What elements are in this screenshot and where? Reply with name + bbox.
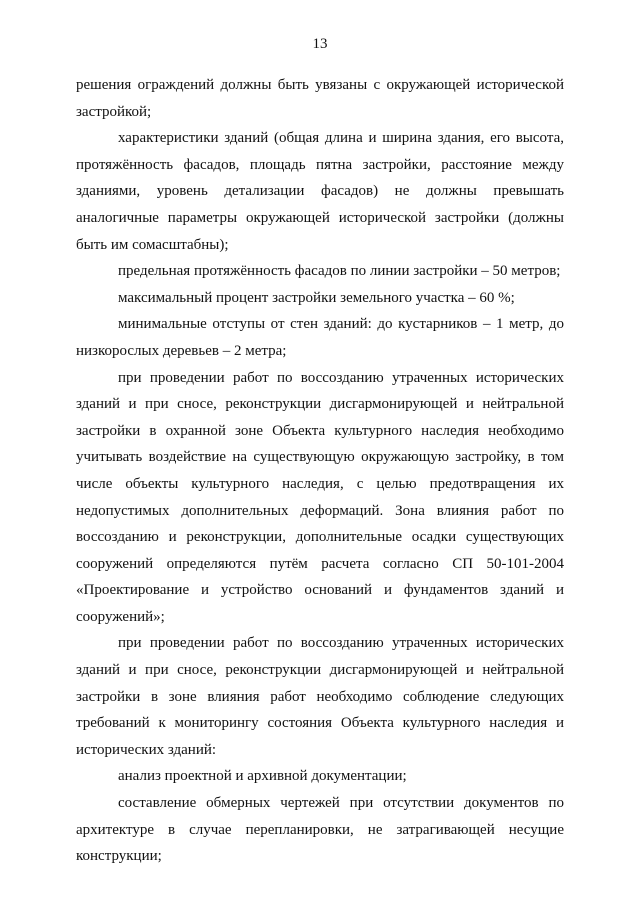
paragraph-setbacks: минимальные отступы от стен зданий: до кустарников – 1 метр, до низкорослых деревьев – 2 метра;: [76, 316, 564, 359]
paragraph-building-percentage: максимальный процент застройки земельного участка – 60 %;: [118, 289, 515, 306]
paragraph-measured-drawings: составление обмерных чертежей при отсутствии документов по архитектуре в случае перепланировки, не затрагивающей несущие конструкции;: [76, 795, 564, 865]
body-text: [76, 72, 564, 870]
paragraph-continuation: решения ограждений должны быть увязаны с окружающей исторической застройкой;: [76, 77, 564, 120]
paragraph-protection-zone-works: при проведении работ по воссозданию утраченных исторических зданий и при сносе, реконструкции дисгармонирующей и нейтральной застройки в охранной зоне Объекта культурного наследия необходимо учитывать воздействие на существующую окружающую застройку, в том числе объекты культурного наследия, с целью предотвращения их недопустимых дополнительных деформаций. Зона влияния работ по воссозданию и реконструкции, дополнительные осадки существующих сооружений определяются путём расчета согласно СП 50-101-2004 «Проектирование и устройство оснований и фундаментов зданий и сооружений»;: [76, 369, 564, 625]
page-number: 13: [312, 36, 328, 52]
paragraph-building-characteristics: характеристики зданий (общая длина и ширина здания, его высота, протяжённость фасадов, площадь пятна застройки, расстояние между зданиями, уровень детализации фасадов) не должны превышать аналогичные параметры окружающей исторической застройки (должны быть им сомасштабны);: [76, 130, 564, 253]
paragraph-documentation-analysis: анализ проектной и архивной документации;: [118, 768, 407, 785]
paragraph-influence-zone-monitoring: при проведении работ по воссозданию утраченных исторических зданий и при сносе, реконструкции дисгармонирующей и нейтральной застройки в зоне влияния работ необходимо соблюдение следующих требований к мониторингу состояния Объекта культурного наследия и исторических зданий:: [76, 635, 564, 758]
paragraph-facade-length: предельная протяжённость фасадов по линии застройки – 50 метров;: [118, 263, 561, 280]
